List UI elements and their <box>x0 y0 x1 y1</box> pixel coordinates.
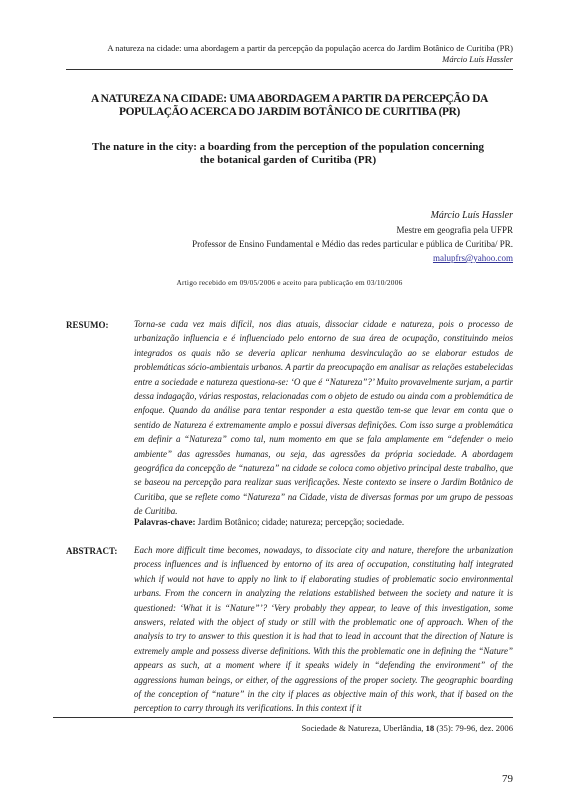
resumo-text: Torna-se cada vez mais difícil, nos dias atuais, dissociar cidade e natureza, pois o processo de urbanização influencia e é influenciado pelo entorno de sua área de ocupação, constituindo meios integrados os quais não se deveria aplicar nenhuma desvinculação ao se elaborar estudos de problemáticas sócio-ambientais urbanos. A partir da preocupação em analisar as relações estabelecidas entre a sociedade e natureza questiona-se: ‘O que é “Natureza”?’ Muito provavelmente surjam, a partir dessa indagação, várias respostas, relacionadas com o objeto de estudo ou ainda com a problemática de enfoque. Quando da análise para tentar responder a esta questão tem-se que levar em conta que o sentido de Natureza é extremamente amplo e possui diversas definições. Com isso surge a problemática em definir a “Natureza” como tal, num momento em que se fala amplamente em “defender o meio ambiente” das agressões humanas, ou seja, das agressões da própria sociedade. A abordagem geográfica da concepção de “natureza” na cidade se coloca como objetivo principal deste trabalho, que se baseou na percepção para realizar suas verificações. Neste contexto se insere o Jardim Botânico de Curitiba, que se reflete como “Natureza” na Cidade, vista de diversas formas por um grupo de pessoas de Curitiba. <box>134 319 513 517</box>
footer-rule <box>53 717 513 718</box>
running-title: A natureza na cidade: uma abordagem a partir da percepção da população acerca do Jardim Botânico de Curitiba (PR) <box>107 43 513 53</box>
author-email-link[interactable]: malupfrs@yahoo.com <box>432 253 513 263</box>
author-position: Professor de Ensino Fundamental e Médio das redes particular e pública de Curitiba/ PR. <box>192 239 513 249</box>
article-title-portuguese: A NATUREZA NA CIDADE: UMA ABORDAGEM A PARTIR DA PERCEPÇÃO DA POPULAÇÃO ACERCA DO JARDIM BOTÂNICO DE CURITIBA (PR) <box>90 93 489 119</box>
journal-citation <box>302 723 513 733</box>
journal-issue: (35): 79-96, dez. 2006 <box>436 723 513 733</box>
author-block <box>192 209 513 265</box>
journal-name: Sociedade & Natureza, Uberlândia, <box>301 723 424 733</box>
author-degree: Mestre em geografia pela UFPR <box>396 225 513 235</box>
article-title-english: The nature in the city: a boarding from the perception of the population concerning the botanical garden of Curitiba (PR) <box>91 141 485 167</box>
resumo-label: RESUMO: <box>66 320 109 330</box>
journal-volume: 18 <box>425 723 435 733</box>
author-name: Márcio Luís Hassler <box>430 210 513 221</box>
page-number: 79 <box>502 773 513 785</box>
running-head <box>107 43 513 65</box>
abstract-text: Each more difficult time becomes, nowadays, to dissociate city and nature, therefore the urbanization process influences and is influenced by entorno of its area of occupation, constituting half integrated which if would not have to apply no link to if elaborating studies of problematic socio environmental urbans. From the concern in analyzing the relations established between the society and nature it is questioned: ‘What it is “Nature”’? ‘Very probably they appear, to leave of this investigation, some answers, related with the object of study or still with the problematic one of approach. When of the analysis to try to answer to this question it is had that to lead in account that the direction of Nature is extremely ample and possess diverse definitions. With this the problematic one in defining the “Nature” appears as such, at a moment where if it speaks widely in “defending the environment” of the aggressions human beings, or either, of the aggressions of the proper society. The geographic boarding of the conception of “nature” in the city if places as objective main of this work, that if based on the perception to carry through its verifications. In this context if it <box>134 545 513 714</box>
keywords-label: Palavras-chave: <box>134 517 196 527</box>
abstract-label: ABSTRACT: <box>66 546 118 556</box>
header-rule <box>66 69 513 70</box>
keywords-line <box>134 517 513 527</box>
received-date-note: Artigo recebido em 09/05/2006 e aceito para publicação em 03/10/2006 <box>176 278 403 287</box>
keywords-text: Jardim Botânico; cidade; natureza; percepção; sociedade. <box>197 517 405 527</box>
running-author: Márcio Luís Hassler <box>442 54 513 64</box>
